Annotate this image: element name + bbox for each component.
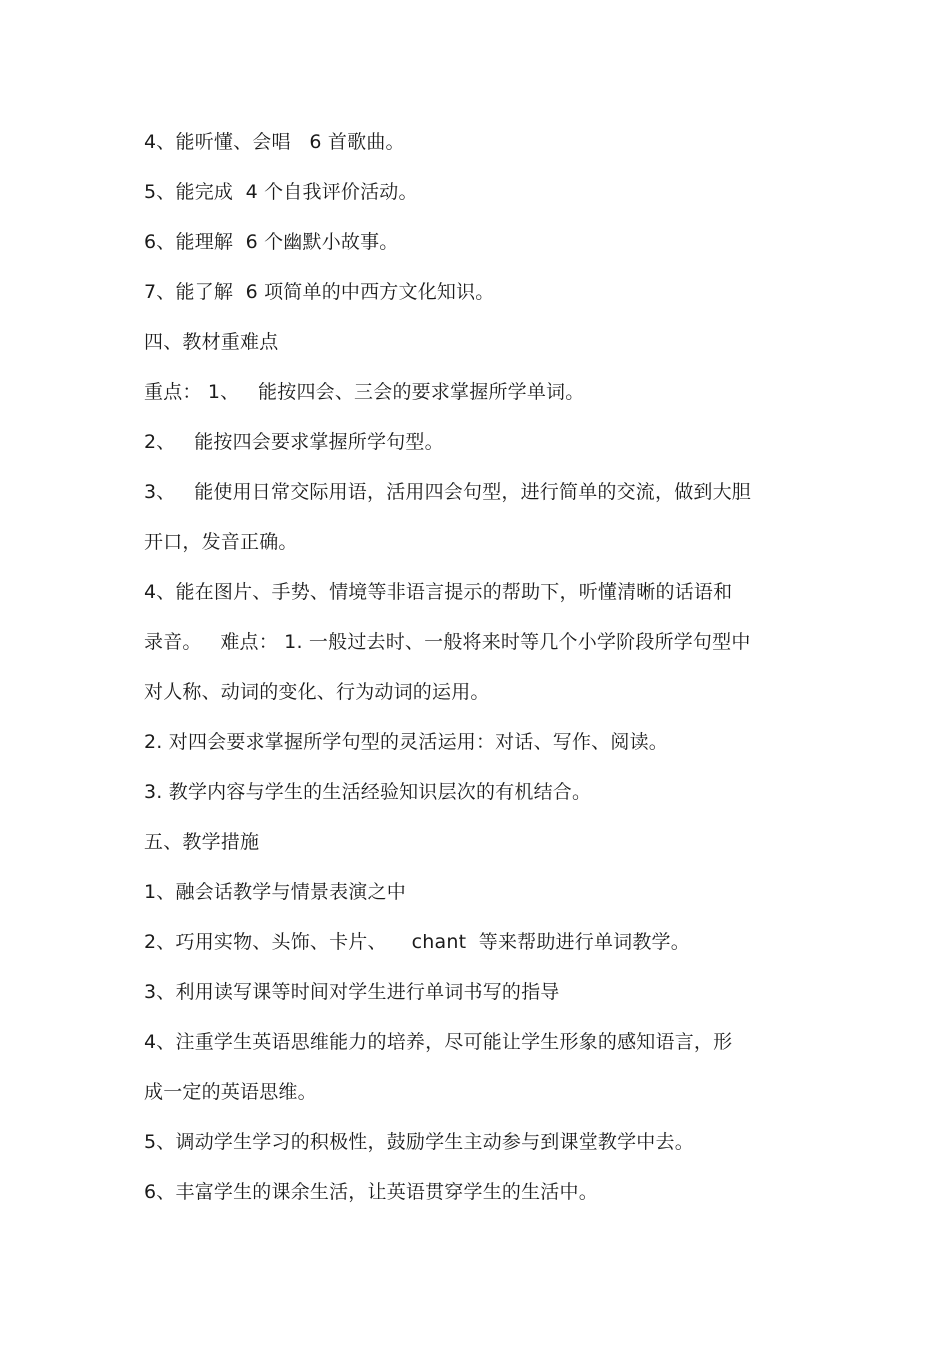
key-point-line-2: 2、 能按四会要求掌握所学句型。 <box>144 431 444 453</box>
measure-line-4-cont: 成一定的英语思维。 <box>144 1081 317 1103</box>
measure-line-1: 1、融会话教学与情景表演之中 <box>144 881 406 903</box>
key-point-line-4: 4、能在图片、手势、情境等非语言提示的帮助下，听懂清晰的话语和 <box>144 581 733 603</box>
difficult-point-line-1: 录音。 难点： 1. 一般过去时、一般将来时等几个小学阶段所学句型中 <box>144 631 751 653</box>
key-point-line-3: 3、 能使用日常交际用语，活用四会句型，进行简单的交流，做到大胆 <box>144 481 752 503</box>
measure-line-6: 6、丰富学生的课余生活，让英语贯穿学生的生活中。 <box>144 1181 598 1203</box>
goal-line-5: 5、能完成 4 个自我评价活动。 <box>144 181 418 203</box>
goal-line-6: 6、能理解 6 个幽默小故事。 <box>144 231 399 253</box>
difficult-point-line-2: 2. 对四会要求掌握所学句型的灵活运用：对话、写作、阅读。 <box>144 731 668 753</box>
difficult-point-line-3: 3. 教学内容与学生的生活经验知识层次的有机结合。 <box>144 781 592 803</box>
key-point-line-1: 重点： 1、 能按四会、三会的要求掌握所学单词。 <box>144 381 585 403</box>
difficult-point-line-1-cont: 对人称、动词的变化、行为动词的运用。 <box>144 681 490 703</box>
measure-line-5: 5、调动学生学习的积极性，鼓励学生主动参与到课堂教学中去。 <box>144 1131 694 1153</box>
section-heading-measures: 五、教学措施 <box>144 831 260 853</box>
goal-line-7: 7、能了解 6 项简单的中西方文化知识。 <box>144 281 495 303</box>
measure-line-3: 3、利用读写课等时间对学生进行单词书写的指导 <box>144 981 560 1003</box>
section-heading-key-points: 四、教材重难点 <box>144 331 279 353</box>
measure-line-2: 2、巧用实物、头饰、卡片、 chant 等来帮助进行单词教学。 <box>144 931 690 953</box>
key-point-line-3-cont: 开口，发音正确。 <box>144 531 298 553</box>
measure-line-4: 4、注重学生英语思维能力的培养，尽可能让学生形象的感知语言，形 <box>144 1031 733 1053</box>
goal-line-4: 4、能听懂、会唱 6 首歌曲。 <box>144 131 405 153</box>
